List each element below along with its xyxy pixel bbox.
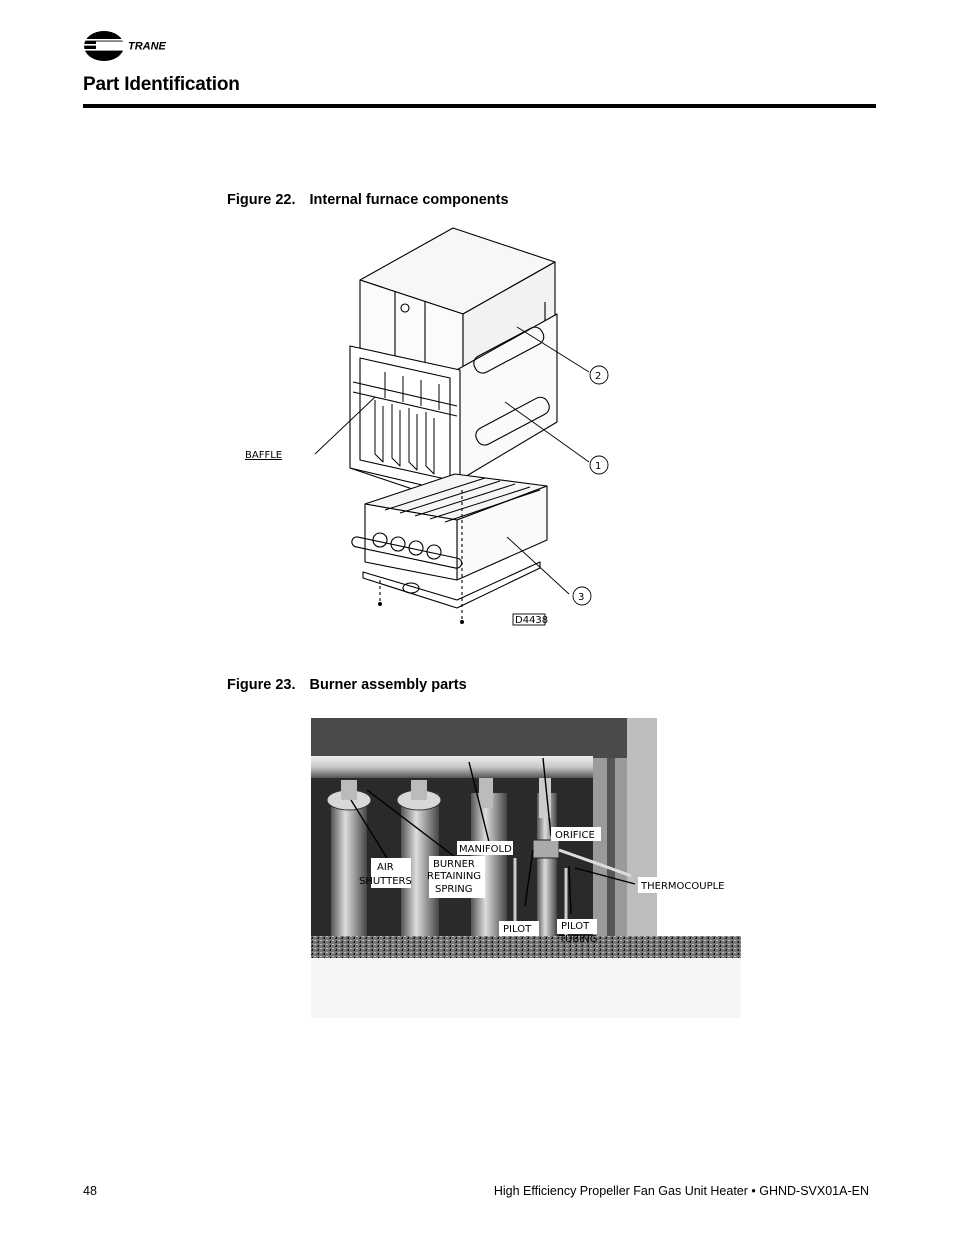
figure-23-title: Burner assembly parts [309, 677, 467, 693]
manifold-label: MANIFOLD [459, 844, 512, 855]
burner-spring-label-2: RETAINING [427, 871, 482, 882]
pilot-tubing-label-2: TUBING [559, 934, 598, 945]
trane-logo-text: TRANE [128, 40, 166, 53]
orifice-label: ORIFICE [555, 830, 595, 841]
burner-spring-label-3: SPRING [435, 884, 473, 895]
callout-1: 1 [595, 461, 602, 472]
figure-22-title: Internal furnace components [309, 192, 509, 208]
furnace-components-drawing [235, 222, 625, 632]
burner-assembly-photo [311, 718, 741, 1018]
trane-logo [82, 28, 184, 64]
air-shutters-label-2: SHUTTERS [359, 876, 412, 887]
figure-22-caption [227, 192, 509, 208]
figure-23-caption [227, 677, 467, 693]
pilot-tubing-label-1: PILOT [561, 921, 590, 932]
pilot-label: PILOT [503, 924, 532, 935]
callout-3: 3 [578, 592, 585, 603]
footer-document-title: High Efficiency Propeller Fan Gas Unit Heater • GHND-SVX01A-EN [493, 1184, 869, 1198]
figure-22-number: Figure 22. [227, 192, 296, 208]
title-rule [83, 104, 876, 108]
baffle-label: BAFFLE [245, 450, 283, 461]
figure-23-number: Figure 23. [227, 677, 296, 693]
drawing-id: D4438 [515, 615, 549, 626]
section-title: Part Identification [83, 74, 240, 95]
air-shutters-label-1: AIR [377, 862, 394, 873]
callout-2: 2 [595, 371, 602, 382]
page-number: 48 [83, 1184, 97, 1198]
burner-spring-label-1: BURNER [433, 859, 475, 870]
thermocouple-label: THERMOCOUPLE [641, 881, 725, 892]
